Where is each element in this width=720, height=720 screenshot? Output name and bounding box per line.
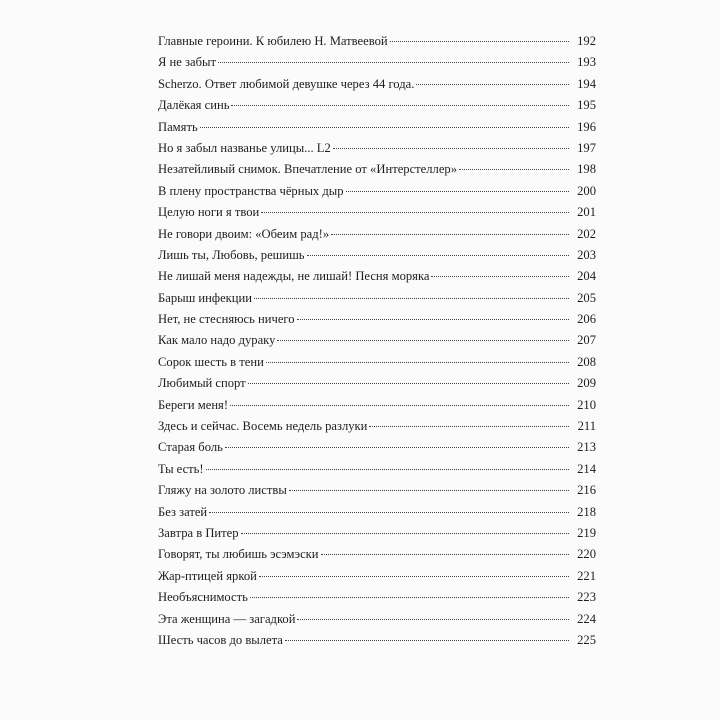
toc-entry — [158, 609, 596, 630]
toc-entry — [158, 95, 596, 116]
toc-entry-page-number: 218 — [577, 504, 596, 519]
toc-dot-leader — [209, 512, 569, 513]
toc-dot-leader — [225, 447, 569, 448]
toc-entry-title: Но я забыл названье улицы... L2 — [158, 140, 331, 155]
toc-entry-title: Как мало надо дураку — [158, 333, 276, 348]
toc-entry — [158, 523, 596, 544]
toc-entry — [158, 245, 596, 266]
toc-entry — [158, 587, 596, 608]
toc-entry-page-number: 214 — [577, 461, 596, 476]
toc-entry-title: Завтра в Питер — [158, 525, 239, 540]
toc-dot-leader — [297, 319, 569, 320]
toc-entry-page-number: 192 — [577, 34, 596, 48]
toc-entry-page-number: 193 — [577, 55, 596, 70]
toc-entry-page-number: 223 — [577, 590, 596, 605]
toc-entry — [158, 288, 596, 309]
toc-dot-leader — [459, 169, 569, 170]
toc-entry-title: Без затей — [158, 504, 208, 519]
toc-dot-leader — [331, 234, 569, 235]
toc-entry-title: Здесь и сейчас. Восемь недель разлуки — [158, 419, 368, 434]
toc-entry — [158, 416, 596, 437]
toc-dot-leader — [297, 619, 569, 620]
toc-entry-page-number: 220 — [577, 547, 596, 562]
toc-entry — [158, 74, 596, 95]
toc-entry-page-number: 201 — [577, 205, 596, 220]
toc-entry-page-number: 216 — [577, 483, 596, 498]
toc-entry-title: Старая боль — [158, 440, 223, 455]
toc-entry-title: Главные героини. К юбилею Н. Матвеевой — [158, 34, 388, 48]
toc-entry-page-number: 204 — [577, 269, 596, 284]
toc-entry — [158, 395, 596, 416]
toc-entry-title: Барыш инфекции — [158, 290, 252, 305]
toc-entry-page-number: 203 — [577, 247, 596, 262]
toc-entry-title: Эта женщина — загадкой — [158, 611, 296, 626]
toc-entry-page-number: 202 — [577, 226, 596, 241]
table-of-contents — [158, 31, 596, 651]
toc-dot-leader — [230, 405, 569, 406]
toc-entry-title: Нет, не стесняюсь ничего — [158, 312, 295, 327]
toc-entry-title: Жар-птицей яркой — [158, 568, 257, 583]
toc-dot-leader — [248, 383, 569, 384]
toc-entry — [158, 330, 596, 351]
toc-entry — [158, 309, 596, 330]
toc-entry — [158, 437, 596, 458]
toc-dot-leader — [261, 212, 569, 213]
toc-entry-page-number: 213 — [577, 440, 596, 455]
toc-entry — [158, 480, 596, 501]
toc-entry-page-number: 194 — [577, 76, 596, 91]
toc-entry-page-number: 196 — [577, 119, 596, 134]
toc-entry — [158, 52, 596, 73]
toc-entry-page-number: 198 — [577, 162, 596, 177]
toc-entry-page-number: 197 — [577, 140, 596, 155]
toc-dot-leader — [346, 191, 569, 192]
toc-entry — [158, 202, 596, 223]
toc-entry-title: Далёкая синь — [158, 98, 230, 113]
toc-dot-leader — [206, 469, 569, 470]
toc-dot-leader — [333, 148, 569, 149]
toc-entry-title: Не говори двоим: «Обеим рад!» — [158, 226, 330, 241]
toc-dot-leader — [416, 84, 569, 85]
toc-entry-page-number: 200 — [577, 183, 596, 198]
toc-entry-title: Сорок шесть в тени — [158, 354, 264, 369]
toc-entry-title: В плену пространства чёрных дыр — [158, 183, 344, 198]
toc-entry-page-number: 206 — [577, 312, 596, 327]
toc-dot-leader — [431, 276, 569, 277]
toc-dot-leader — [277, 340, 569, 341]
toc-entry — [158, 352, 596, 373]
toc-dot-leader — [200, 127, 569, 128]
toc-entry-title: Шесть часов до вылета — [158, 632, 283, 647]
toc-entry-page-number: 205 — [577, 290, 596, 305]
toc-dot-leader — [390, 41, 569, 42]
toc-entry-title: Не лишай меня надежды, не лишай! Песня моряка — [158, 269, 430, 284]
toc-dot-leader — [218, 62, 569, 63]
toc-entry — [158, 224, 596, 245]
toc-entry-title: Ты есть! — [158, 461, 204, 476]
toc-entry-title: Говорят, ты любишь эсэмэски — [158, 547, 319, 562]
toc-entry-page-number: 208 — [577, 354, 596, 369]
toc-entry-title: Любимый спорт — [158, 376, 246, 391]
toc-dot-leader — [259, 576, 569, 577]
toc-entry — [158, 181, 596, 202]
toc-entry — [158, 630, 596, 651]
toc-entry — [158, 117, 596, 138]
toc-entry-title: Береги меня! — [158, 397, 229, 412]
toc-entry-title: Незатейливый снимок. Впечатление от «Интерстеллер» — [158, 162, 458, 177]
toc-entry-page-number: 219 — [577, 525, 596, 540]
toc-dot-leader — [285, 640, 569, 641]
toc-entry-title: Память — [158, 119, 198, 134]
toc-entry-page-number: 209 — [577, 376, 596, 391]
toc-dot-leader — [289, 490, 569, 491]
toc-entry-title: Гляжу на золото листвы — [158, 483, 287, 498]
toc-entry — [158, 459, 596, 480]
toc-dot-leader — [241, 533, 569, 534]
toc-entry-page-number: 195 — [577, 98, 596, 113]
toc-entry-title: Лишь ты, Любовь, решишь — [158, 247, 305, 262]
toc-dot-leader — [369, 426, 569, 427]
toc-entry-title: Scherzo. Ответ любимой девушке через 44 года. — [158, 76, 415, 91]
toc-dot-leader — [307, 255, 569, 256]
toc-entry-page-number: 207 — [577, 333, 596, 348]
toc-entry-title: Я не забыт — [158, 55, 216, 70]
toc-entry-page-number: 224 — [577, 611, 596, 626]
toc-entry-title: Необъяснимость — [158, 590, 248, 605]
toc-entry — [158, 159, 596, 180]
toc-entry — [158, 31, 596, 52]
toc-dot-leader — [321, 554, 569, 555]
toc-entry-page-number: 211 — [577, 419, 596, 434]
toc-dot-leader — [231, 105, 569, 106]
toc-entry-title: Целую ноги я твои — [158, 205, 260, 220]
toc-dot-leader — [254, 298, 569, 299]
toc-entry — [158, 138, 596, 159]
toc-dot-leader — [250, 597, 569, 598]
toc-entry — [158, 266, 596, 287]
toc-entry-page-number: 210 — [577, 397, 596, 412]
toc-entry — [158, 502, 596, 523]
toc-entry — [158, 373, 596, 394]
toc-entry-page-number: 225 — [577, 632, 596, 647]
toc-entry — [158, 544, 596, 565]
toc-dot-leader — [266, 362, 569, 363]
toc-entry-page-number: 221 — [577, 568, 596, 583]
toc-entry — [158, 566, 596, 587]
